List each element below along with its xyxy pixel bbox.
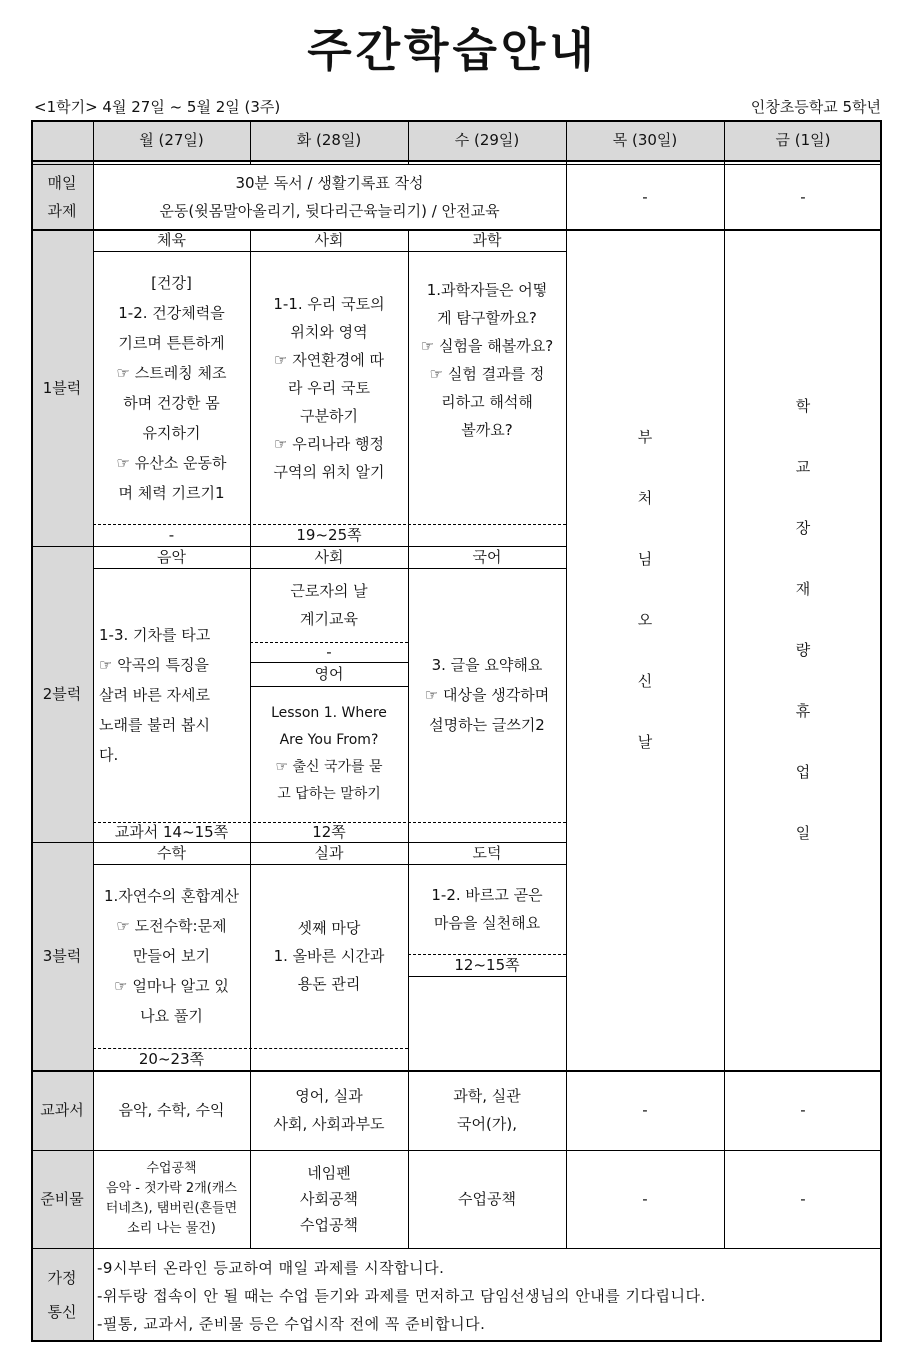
block2-tue-page: 12쪽 bbox=[312, 823, 346, 841]
thu-char: 오 bbox=[637, 610, 653, 629]
textbook-thu: - bbox=[642, 1101, 648, 1119]
day-header-tue: 화 (28일) bbox=[296, 131, 362, 149]
block2-mon-subject: 음악 bbox=[157, 548, 186, 566]
fri-char: 업 bbox=[795, 762, 811, 781]
fri-char: 재 bbox=[795, 579, 811, 598]
block2-wed-content: 3. 글을 요약해요 ☞ 대상을 생각하며 설명하는 글쓰기2 bbox=[424, 656, 550, 734]
day-header-wed: 수 (29일) bbox=[454, 131, 520, 149]
school-label: 인창초등학교 5학년 bbox=[750, 98, 881, 116]
block3-mon-subject: 수학 bbox=[157, 844, 186, 862]
period-label: <1학기> 4월 27일 ~ 5월 2일 (3주) bbox=[34, 98, 281, 116]
page-title: 주간학습안내 bbox=[307, 23, 598, 77]
block2-tue-subject2: 영어 bbox=[314, 665, 344, 683]
fri-char: 장 bbox=[795, 518, 811, 537]
home-note: -필통, 교과서, 준비물 등은 수업시작 전에 꼭 준비합니다. bbox=[97, 1315, 486, 1333]
day-header-thu: 목 (30일) bbox=[612, 131, 678, 149]
supplies-tue: 네임펜 사회공책 수업공책 bbox=[300, 1164, 358, 1234]
textbook-mon: 음악, 수학, 수익 bbox=[118, 1101, 225, 1119]
block3-wed-subject: 도덕 bbox=[472, 844, 502, 862]
fri-char: 학 bbox=[795, 396, 811, 415]
block1-mon-subject: 체육 bbox=[157, 231, 186, 249]
home-note: -위두랑 접속이 안 될 때는 수업 듣기와 과제를 먼저하고 담임선생님의 안내를 기다립니다. bbox=[97, 1287, 706, 1305]
schedule-table bbox=[31, 120, 882, 1342]
block1-wed-content: 1.과학자들은 어떻 게 탐구할까요? ☞ 실험을 해볼까요? ☞ 실험 결과를 정 리하고 해석해 볼까요? bbox=[420, 281, 554, 439]
block3-mon-content: 1.자연수의 혼합계산 ☞ 도전수학:문제 만들어 보기 ☞ 얼마나 알고 있 나요 풀기 bbox=[103, 887, 239, 1025]
block2-tue-subject: 사회 bbox=[314, 548, 344, 566]
block2-mon-page: 교과서 14~15쪽 bbox=[114, 823, 229, 841]
row-label-block1: 1블럭 bbox=[42, 378, 82, 397]
block3-tue-content: 셋째 마당 1. 올바른 시간과 용돈 관리 bbox=[273, 919, 385, 993]
block1-tue-content: 1-1. 우리 국토의 위치와 영역 ☞ 자연환경에 따 라 우리 국토 구분하기 ☞ 우리나라 행정 구역의 위치 알기 bbox=[273, 294, 385, 481]
row-label-home: 가정 통신 bbox=[47, 1269, 77, 1321]
row-label-daily: 매일 과제 bbox=[47, 173, 77, 220]
daily-task-thu: - bbox=[642, 187, 648, 206]
block3-mon-page: 20~23쪽 bbox=[138, 1050, 205, 1068]
daily-task: 30분 독서 / 생활기록표 작성 운동(윗몸말아올리기, 뒷다리근육늘리기) / 안전교육 bbox=[159, 173, 500, 220]
thu-char: 신 bbox=[637, 671, 653, 690]
daily-task-fri: - bbox=[800, 187, 806, 206]
thu-holiday bbox=[566, 229, 724, 1070]
block2-tue-dash: - bbox=[326, 643, 332, 661]
fri-char: 휴 bbox=[795, 701, 811, 720]
textbook-fri: - bbox=[800, 1101, 806, 1119]
fri-char: 교 bbox=[795, 457, 811, 476]
fri-char: 량 bbox=[795, 640, 811, 659]
block1-tue-subject: 사회 bbox=[314, 231, 344, 249]
block1-wed-subject: 과학 bbox=[472, 231, 502, 249]
block2-tue-content: 근로자의 날 계기교육 bbox=[290, 582, 368, 628]
row-label-supplies: 준비물 bbox=[40, 1190, 84, 1208]
textbook-tue: 영어, 실과 사회, 사회과부도 bbox=[273, 1087, 385, 1133]
supplies-thu: - bbox=[642, 1190, 648, 1208]
block2-wed-subject: 국어 bbox=[472, 548, 502, 566]
fri-char: 일 bbox=[795, 823, 811, 842]
block3-tue-subject: 실과 bbox=[314, 844, 344, 862]
block2-mon-content: 1-3. 기차를 타고 ☞ 악곡의 특징을 살려 바른 자세로 노래를 불러 봅시 다. bbox=[99, 626, 211, 764]
home-note: -9시부터 온라인 등교하여 매일 과제를 시작합니다. bbox=[97, 1259, 445, 1277]
block3-wed-content: 1-2. 바르고 곧은 마음을 실천해요 bbox=[431, 886, 543, 932]
thu-char: 날 bbox=[637, 732, 653, 751]
block2-tue-content2: Lesson 1. Where Are You From? ☞ 출신 국가를 묻 고 답하는 말하기 bbox=[271, 705, 387, 802]
thu-char: 부 bbox=[637, 427, 653, 446]
supplies-mon: 수업공책 음악 - 젓가락 2개(캐스 터네츠), 탬버린(흔들면 소리 나는 물건) bbox=[105, 1161, 238, 1236]
supplies-fri: - bbox=[800, 1190, 806, 1208]
block1-mon-page: - bbox=[168, 526, 175, 544]
textbook-wed: 과학, 실관 국어(가), bbox=[453, 1087, 521, 1133]
day-header-mon: 월 (27일) bbox=[139, 131, 204, 149]
row-label-block3: 3블럭 bbox=[42, 947, 82, 965]
row-label-textbook: 교과서 bbox=[40, 1101, 84, 1119]
block3-wed-page: 12~15쪽 bbox=[454, 956, 520, 974]
day-header-fri: 금 (1일) bbox=[775, 131, 831, 149]
row-label-block2: 2블럭 bbox=[42, 685, 82, 703]
thu-char: 처 bbox=[637, 488, 653, 507]
home-notes bbox=[97, 1254, 877, 1340]
supplies-wed: 수업공책 bbox=[458, 1190, 516, 1208]
block1-mon-content: [건강] 1-2. 건강체력을 기르며 튼튼하게 ☞ 스트레칭 체조 하며 건강한 몸 유지하기 ☞ 유산소 운동하 며 체력 기르기1 bbox=[116, 273, 227, 502]
block1-tue-page: 19~25쪽 bbox=[296, 526, 362, 544]
fri-holiday bbox=[724, 229, 882, 1070]
thu-char: 님 bbox=[637, 549, 653, 568]
